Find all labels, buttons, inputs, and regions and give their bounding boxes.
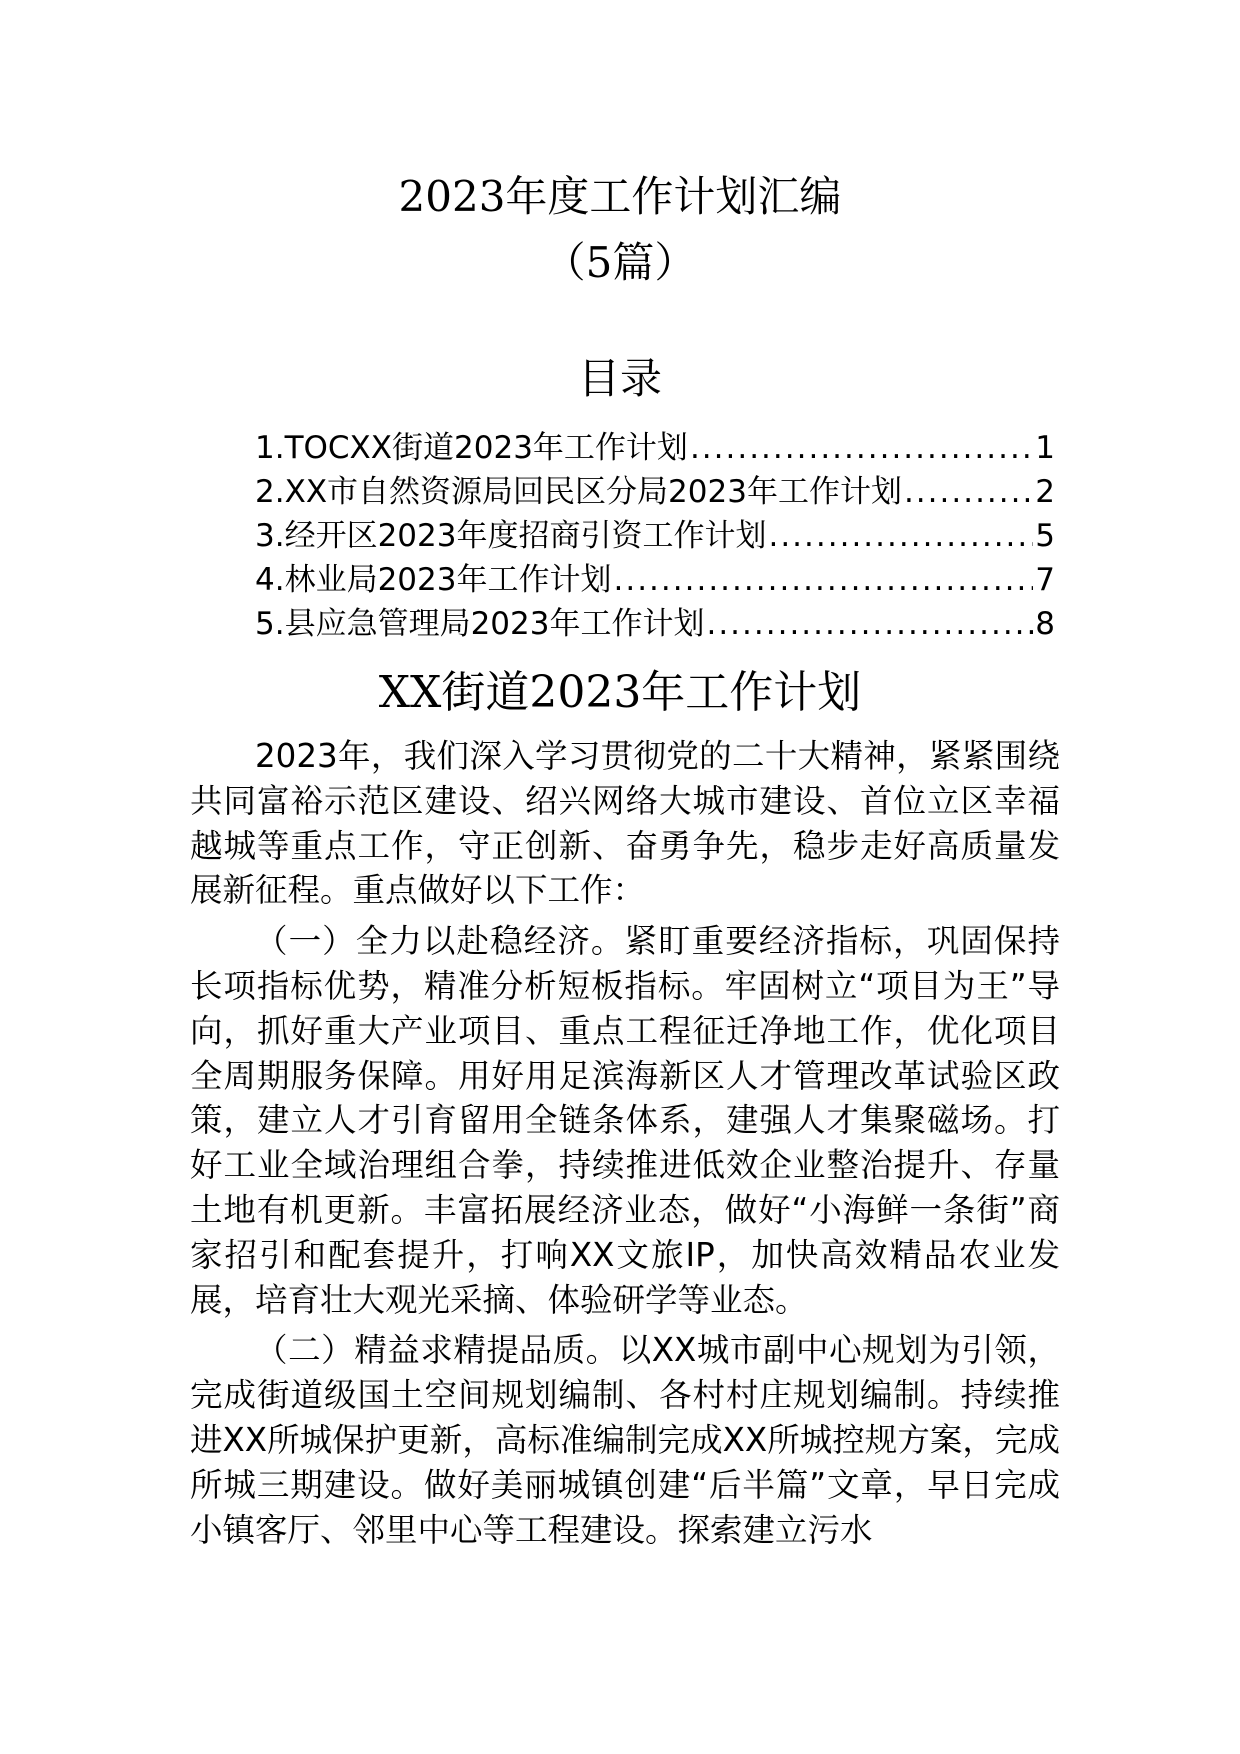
article-title: XX街道2023年工作计划 xyxy=(378,667,862,718)
toc-entry-4[interactable] xyxy=(255,558,1055,602)
toc-entry-5[interactable] xyxy=(255,602,1055,646)
document-subtitle: （5篇） xyxy=(543,238,697,287)
paragraph: 2023年，我们深入学习贯彻党的二十大精神，紧紧围绕共同富裕示范区建设、绍兴网络大城市建设、首位立区幸福越城等重点工作，守正创新、奋勇争先，稳步走好高质量发展新征程。重点做好以下工作： xyxy=(190,737,1060,910)
toc-leader-dots xyxy=(690,426,1033,470)
table-of-contents xyxy=(255,426,1055,646)
toc-entry-page: 5 xyxy=(1035,518,1055,554)
toc-entry-2[interactable] xyxy=(255,470,1055,514)
toc-entry-page: 7 xyxy=(1035,562,1055,598)
toc-leader-dots xyxy=(768,514,1033,558)
toc-entry-title: 2.XX市自然资源局回民区分局2023年工作计划 xyxy=(255,474,902,510)
toc-entry-3[interactable] xyxy=(255,514,1055,558)
toc-entry-title: 3.经开区2023年度招商引资工作计划 xyxy=(255,518,767,554)
toc-entry-page: 8 xyxy=(1035,606,1055,642)
toc-entry-page: 1 xyxy=(1035,430,1055,466)
toc-entry-title: 5.县应急管理局2023年工作计划 xyxy=(255,606,705,642)
toc-leader-dots xyxy=(904,470,1033,514)
toc-entry-1[interactable] xyxy=(255,426,1055,470)
paragraph: （一）全力以赴稳经济。紧盯重要经济指标，巩固保持长项指标优势，精准分析短板指标。牢固树立“项目为王”导向，抓好重大产业项目、重点工程征迁净地工作，优化项目全周期服务保障。用好用足滨海新区人才管理改革试验区政策，建立人才引育留用全链条体系，建强人才集聚磁场。打好工业全域治理组合拳，持续推进低效企业整治提升、存量土地有机更新。丰富拓展经济业态，做好“小海鲜一条街”商家招引和配套提升，打响XX文旅IP，加快高效精品农业发展，培育壮大观光采摘、体验研学等业态。 xyxy=(190,922,1060,1319)
paragraph: （二）精益求精提品质。以XX城市副中心规划为引领，完成街道级国土空间规划编制、各村村庄规划编制。持续推进XX所城保护更新，高标准编制完成XX所城控规方案，完成所城三期建设。做好美丽城镇创建“后半篇”文章，早日完成小镇客厅、邻里中心等工程建设。探索建立污水 xyxy=(190,1331,1060,1549)
article-body xyxy=(190,734,1060,1552)
toc-leader-dots xyxy=(613,558,1033,602)
toc-entry-page: 2 xyxy=(1035,474,1055,510)
toc-entry-title: 1.TOCXX街道2023年工作计划 xyxy=(255,430,688,466)
toc-entry-title: 4.林业局2023年工作计划 xyxy=(255,562,612,598)
toc-heading: 目录 xyxy=(577,354,662,403)
document-title: 2023年度工作计划汇编 xyxy=(398,172,842,221)
toc-leader-dots xyxy=(706,602,1033,646)
